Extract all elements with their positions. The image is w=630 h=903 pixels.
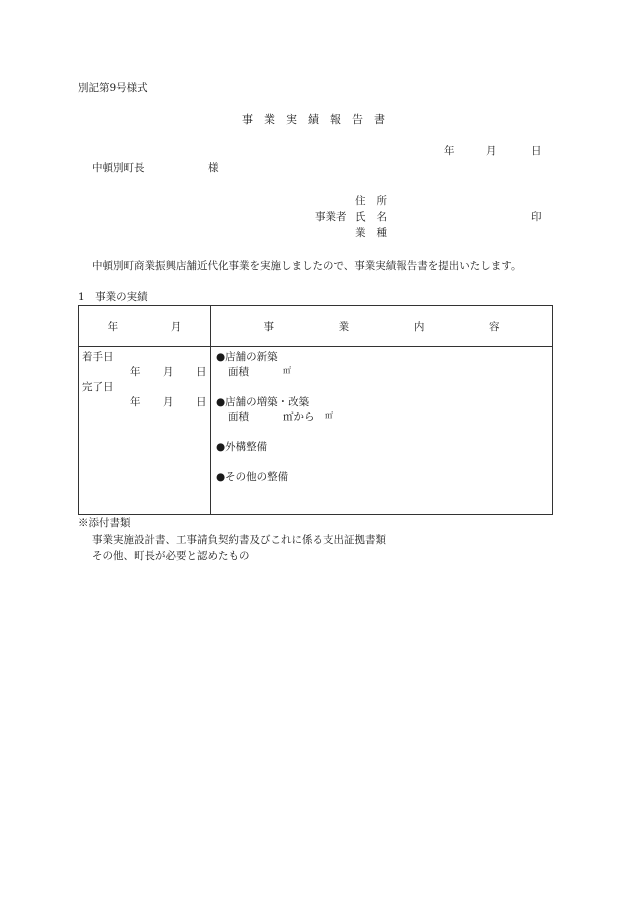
end-date-label: 完了日 xyxy=(82,381,114,393)
header-content-cell xyxy=(211,306,553,347)
addressee-honorific: 様 xyxy=(208,162,219,174)
form-number: 別記第9号様式 xyxy=(78,82,148,94)
header-month: 月 xyxy=(170,320,182,333)
header-char-1: 事 xyxy=(263,320,274,333)
item-exterior: ●外構整備 xyxy=(216,441,268,453)
addressee-name: 中頓別町長 xyxy=(92,162,145,174)
intro-text: 中頓別町商業振興店舗近代化事業を実施しましたので、事業実績報告書を提出いたします。 xyxy=(92,260,522,272)
date-year-label: 年 xyxy=(444,145,455,157)
applicant-name-label: 氏名 xyxy=(355,211,398,223)
start-year: 年 xyxy=(130,366,141,378)
applicant-prefix: 事業者 xyxy=(315,211,347,223)
start-month: 月 xyxy=(163,366,174,378)
end-day: 日 xyxy=(196,396,207,408)
attachment-item-2: その他、町長が必要と認めたもの xyxy=(92,550,250,562)
applicant-industry-label: 業種 xyxy=(355,227,398,239)
start-day: 日 xyxy=(196,366,207,378)
seal-mark: 印 xyxy=(531,211,542,223)
applicant-address-label: 住所 xyxy=(355,195,398,207)
end-year: 年 xyxy=(130,396,141,408)
table-header-row xyxy=(79,306,553,347)
end-month: 月 xyxy=(163,396,174,408)
header-year: 年 xyxy=(107,320,119,333)
attachment-item-1: 事業実施設計書、工事請負契約書及びこれに係る支出証拠書類 xyxy=(92,534,386,546)
item-other: ●その他の整備 xyxy=(216,471,289,483)
start-date-label: 着手日 xyxy=(82,351,114,363)
table-body-row xyxy=(79,347,553,515)
contents-cell xyxy=(211,347,553,515)
results-table xyxy=(78,305,553,515)
item1-area-unit: ㎡ xyxy=(283,366,291,375)
item2-area-to: ㎡ xyxy=(325,411,333,420)
item1-area-label: 面積 xyxy=(228,366,249,378)
header-date-cell xyxy=(79,306,211,347)
item2-area-from: ㎡から xyxy=(283,411,315,423)
date-day-label: 日 xyxy=(531,145,542,157)
attachments-title: ※添付書類 xyxy=(78,517,131,529)
header-char-4: 容 xyxy=(489,320,500,333)
date-month-label: 月 xyxy=(486,145,497,157)
section-title: 1 事業の実績 xyxy=(78,291,148,303)
header-char-2: 業 xyxy=(338,320,350,333)
item-new-construction: ●店舗の新築 xyxy=(216,351,278,363)
item2-area-label: 面積 xyxy=(228,411,249,423)
dates-cell xyxy=(79,347,211,515)
document-title: 事業実績報告書 xyxy=(242,113,396,126)
item-extension: ●店舗の増築・改築 xyxy=(216,396,310,408)
header-char-3: 内 xyxy=(413,320,425,333)
